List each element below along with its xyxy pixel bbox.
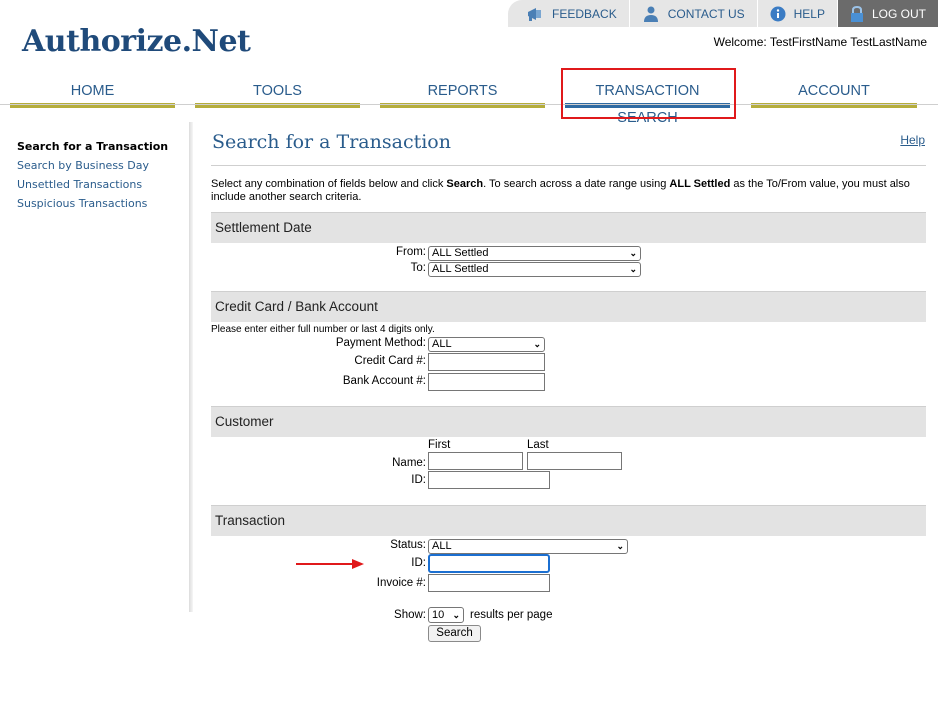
contact-us-label: CONTACT US — [667, 6, 745, 21]
first-name-input[interactable] — [428, 452, 523, 470]
transaction-id-input[interactable] — [428, 554, 550, 573]
chevron-down-icon: ⌄ — [629, 248, 637, 258]
info-icon — [770, 6, 786, 22]
help-label: HELP — [793, 6, 825, 21]
intro-part-2: . To search across a date range using — [483, 178, 670, 190]
status-value: ALL — [432, 540, 452, 552]
payment-method-value: ALL — [432, 338, 452, 350]
top-utility-bar — [508, 0, 938, 27]
log-out-button[interactable] — [837, 0, 938, 27]
payment-method-label: Payment Method: — [335, 337, 426, 349]
payment-method-select[interactable] — [428, 337, 545, 352]
nav-tools[interactable]: TOOLS — [195, 78, 360, 106]
help-button[interactable] — [757, 0, 837, 27]
card-account-heading: Credit Card / Bank Account — [211, 291, 926, 322]
bank-account-input[interactable] — [428, 373, 545, 391]
megaphone-icon — [526, 6, 544, 22]
from-date-value: ALL Settled — [432, 247, 489, 259]
name-label: Name: — [392, 457, 426, 469]
last-name-input[interactable] — [527, 452, 622, 470]
title-divider — [211, 165, 926, 166]
sidebar — [17, 137, 168, 213]
sidebar-item-unsettled-transactions[interactable]: Unsettled Transactions — [17, 178, 143, 191]
nav-home[interactable]: HOME — [10, 78, 175, 106]
sidebar-item-search-transaction[interactable]: Search for a Transaction — [17, 140, 169, 153]
status-select[interactable] — [428, 539, 628, 554]
sidebar-divider — [189, 122, 193, 612]
show-label: Show: — [394, 609, 426, 621]
credit-card-input[interactable] — [428, 353, 545, 371]
contact-person-icon — [642, 6, 660, 22]
from-label: From: — [395, 246, 426, 258]
intro-text — [211, 178, 923, 204]
feedback-button[interactable] — [508, 0, 629, 27]
lock-icon — [850, 6, 864, 22]
search-button[interactable]: Search — [428, 625, 481, 642]
invoice-input[interactable] — [428, 574, 550, 592]
annotation-arrow-icon — [296, 558, 366, 570]
results-per-page-select[interactable] — [428, 607, 464, 623]
log-out-label: LOG OUT — [871, 6, 926, 21]
bank-account-label: Bank Account #: — [342, 375, 426, 387]
nav-reports[interactable]: REPORTS — [380, 78, 545, 106]
nav-divider — [0, 104, 938, 105]
last-name-label: Last — [527, 439, 549, 451]
status-label: Status: — [390, 539, 426, 551]
card-note: Please enter either full number or last 4 digits only. — [211, 324, 435, 335]
nav-account[interactable]: ACCOUNT — [751, 78, 917, 106]
intro-part-1: Select any combination of fields below and click — [211, 178, 447, 190]
first-name-label: First — [428, 439, 451, 451]
to-label: To: — [410, 262, 426, 274]
transaction-heading: Transaction — [211, 505, 926, 536]
results-per-page-value: 10 — [432, 608, 445, 621]
credit-card-label: Credit Card #: — [354, 355, 426, 367]
help-link[interactable]: Help — [900, 133, 925, 147]
transaction-id-label: ID: — [411, 557, 426, 569]
to-date-value: ALL Settled — [432, 263, 489, 275]
chevron-down-icon: ⌄ — [452, 609, 460, 620]
customer-id-label: ID: — [411, 474, 426, 486]
invoice-label: Invoice #: — [376, 577, 426, 589]
nav-transaction-search[interactable]: TRANSACTION SEARCH — [565, 78, 730, 106]
sidebar-item-search-business-day[interactable]: Search by Business Day — [17, 159, 149, 172]
settlement-date-heading: Settlement Date — [211, 212, 926, 243]
feedback-label: FEEDBACK — [552, 6, 617, 21]
welcome-message: Welcome: TestFirstName TestLastName — [713, 35, 927, 49]
sidebar-item-suspicious-transactions[interactable]: Suspicious Transactions — [17, 197, 148, 210]
to-date-select[interactable] — [428, 262, 641, 277]
results-per-page-label: results per page — [470, 609, 553, 621]
intro-part-3: as the To/From value, you must also include another search criteria. — [211, 178, 910, 203]
contact-us-button[interactable] — [629, 0, 757, 27]
customer-id-input[interactable] — [428, 471, 550, 489]
intro-all-settled: ALL Settled — [669, 178, 731, 190]
chevron-down-icon: ⌄ — [629, 264, 637, 274]
authorize-net-logo[interactable]: Authorize.Net — [22, 24, 251, 59]
customer-heading: Customer — [211, 406, 926, 437]
chevron-down-icon: ⌄ — [533, 339, 541, 349]
page-title: Search for a Transaction — [212, 131, 451, 153]
chevron-down-icon: ⌄ — [616, 541, 624, 551]
intro-search-word: Search — [446, 178, 484, 190]
from-date-select[interactable] — [428, 246, 641, 261]
